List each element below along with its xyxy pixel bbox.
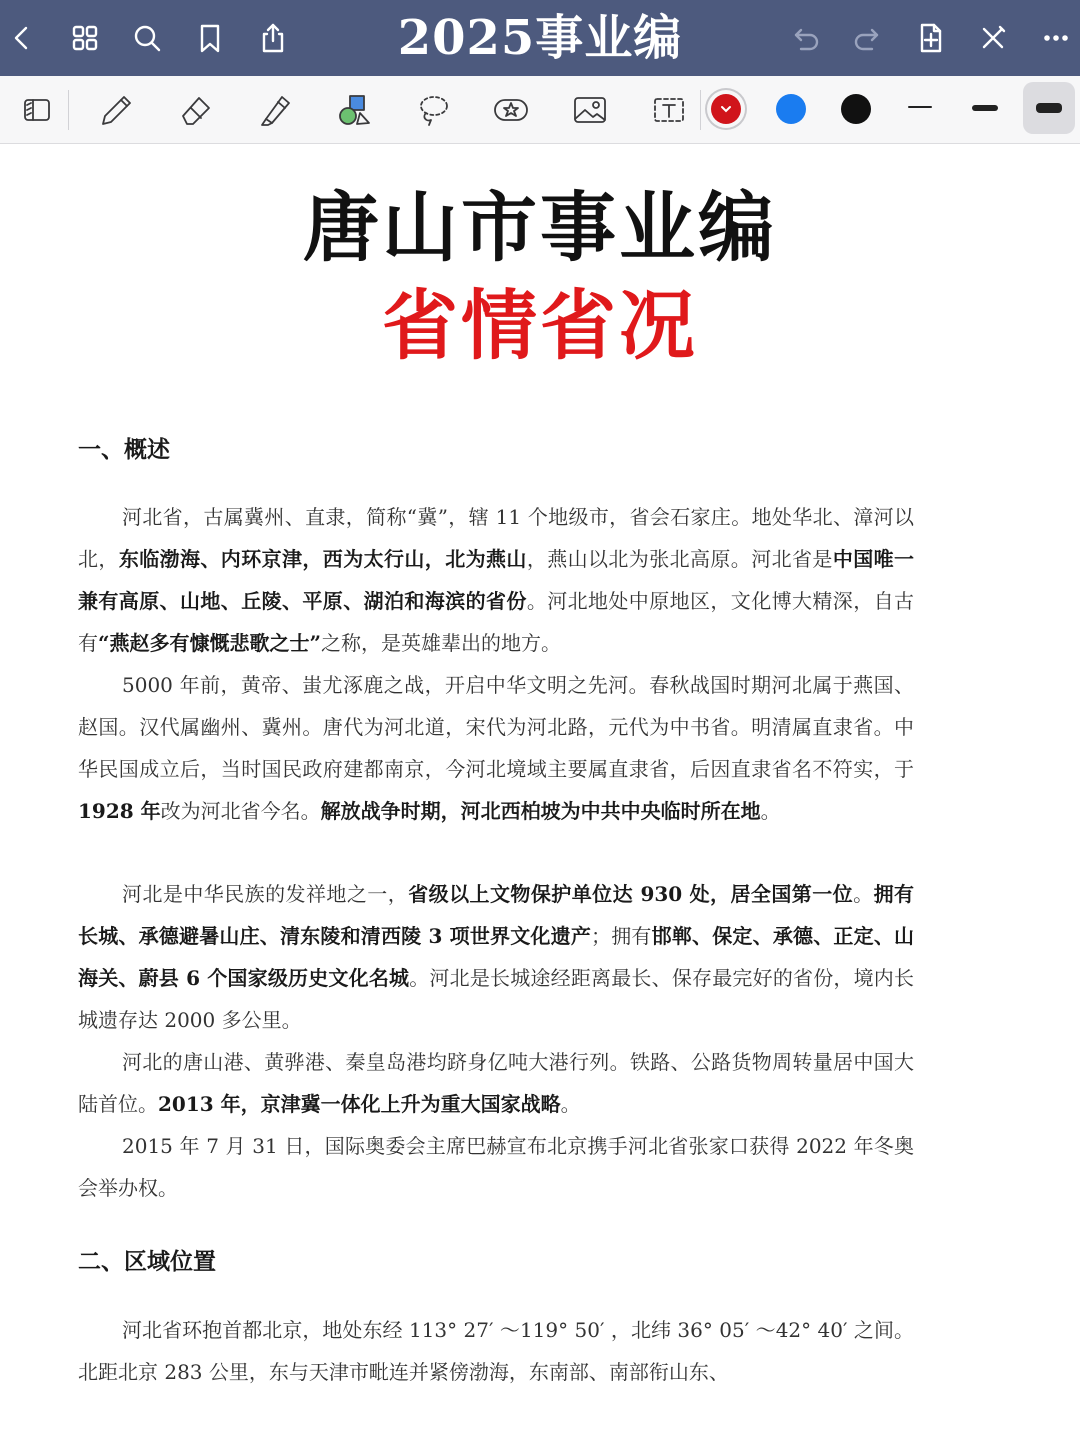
stroke-thick-option[interactable] bbox=[1036, 103, 1062, 113]
close-pen-icon[interactable] bbox=[971, 16, 1015, 60]
stroke-medium-option[interactable] bbox=[972, 105, 998, 111]
stroke-thin-option[interactable] bbox=[908, 106, 932, 108]
image-icon[interactable] bbox=[565, 86, 615, 134]
section-title-location: 二、区域位置 bbox=[78, 1249, 216, 1275]
chevron-down-icon bbox=[711, 94, 741, 124]
top-navigation-bar bbox=[0, 0, 1080, 76]
sticker-icon[interactable] bbox=[486, 86, 536, 134]
back-icon[interactable] bbox=[0, 16, 44, 60]
search-icon[interactable] bbox=[125, 16, 169, 60]
grid-icon[interactable] bbox=[63, 16, 107, 60]
color-swatch-blue[interactable] bbox=[776, 94, 806, 124]
sidebar-icon[interactable] bbox=[12, 86, 62, 134]
add-page-icon[interactable] bbox=[909, 16, 953, 60]
document-subheading: 省情省况 bbox=[382, 281, 698, 370]
pen-icon[interactable] bbox=[91, 86, 141, 134]
paragraph-overview-4: 河北的唐山港、黄骅港、秦皇岛港均跻身亿吨大港行列。铁路、公路货物周转量居中国大陆首位。2013 年，京津冀一体化上升为重大国家战略。 bbox=[78, 1050, 914, 1116]
lasso-icon[interactable] bbox=[408, 86, 458, 134]
more-icon[interactable] bbox=[1034, 16, 1078, 60]
bookmark-icon[interactable] bbox=[188, 16, 232, 60]
paragraph-overview-3: 河北是中华民族的发祥地之一，省级以上文物保护单位达 930 处，居全国第一位。拥有长城、承德避暑山庄、清东陵和清西陵 3 项世界文化遗产；拥有邯郸、保定、承德、正定、山海关、蔚县 6 个国家级历史文化名城。河北是长城途经距离最长、保存最完好的省份，境内长城遗存达 2000 多公里。 bbox=[78, 882, 915, 1032]
share-icon[interactable] bbox=[251, 16, 295, 60]
document-page[interactable] bbox=[0, 145, 1080, 1440]
redo-icon[interactable] bbox=[846, 16, 890, 60]
color-swatch-black[interactable] bbox=[841, 94, 871, 124]
document-heading: 唐山市事业编 bbox=[303, 183, 777, 272]
toolbar-divider-2 bbox=[700, 90, 701, 130]
document-title[interactable]: 2025事业编 bbox=[397, 10, 683, 66]
paragraph-location-1: 河北省环抱首都北京，地处东经 113° 27′ ～119° 50′ ，北纬 36° 05′ ～42° 40′ 之间。北距北京 283 公里，东与天津市毗连并紧傍渤海，东南部、南部衔山东、 bbox=[78, 1318, 914, 1384]
undo-icon[interactable] bbox=[783, 16, 827, 60]
highlighter-icon[interactable] bbox=[250, 86, 300, 134]
paragraph-overview-1: 河北省，古属冀州、直隶，简称“冀”，辖 11 个地级市，省会石家庄。地处华北、漳河以北，东临渤海、内环京津，西为太行山，北为燕山，燕山以北为张北高原。河北省是中国唯一兼有高原、山地、丘陵、平原、湖泊和海滨的省份。河北地处中原地区，文化博大精深，自古有“燕赵多有慷慨悲歌之士”之称，是英雄辈出的地方。 bbox=[78, 505, 915, 655]
paragraph-overview-5: 2015 年 7 月 31 日，国际奥委会主席巴赫宣布北京携手河北省张家口获得 2022 年冬奥会举办权。 bbox=[78, 1134, 914, 1200]
annotation-toolbar bbox=[0, 76, 1080, 144]
color-swatch-red[interactable] bbox=[711, 94, 741, 124]
eraser-icon[interactable] bbox=[171, 86, 221, 134]
paragraph-overview-2: 5000 年前，黄帝、蚩尤涿鹿之战，开启中华文明之先河。春秋战国时期河北属于燕国、赵国。汉代属幽州、冀州。唐代为河北道，宋代为河北路，元代为中书省。明清属直隶省。中华民国成立后，当时国民政府建都南京，今河北境域主要属直隶省，后因直隶省名不符实，于 1928 年改为河北省今名。解放战争时期，河北西柏坡为中共中央临时所在地。 bbox=[78, 673, 914, 823]
shapes-icon[interactable] bbox=[329, 86, 379, 134]
toolbar-divider bbox=[68, 90, 69, 130]
text-icon[interactable] bbox=[643, 86, 693, 134]
section-title-overview: 一、概述 bbox=[78, 437, 170, 463]
